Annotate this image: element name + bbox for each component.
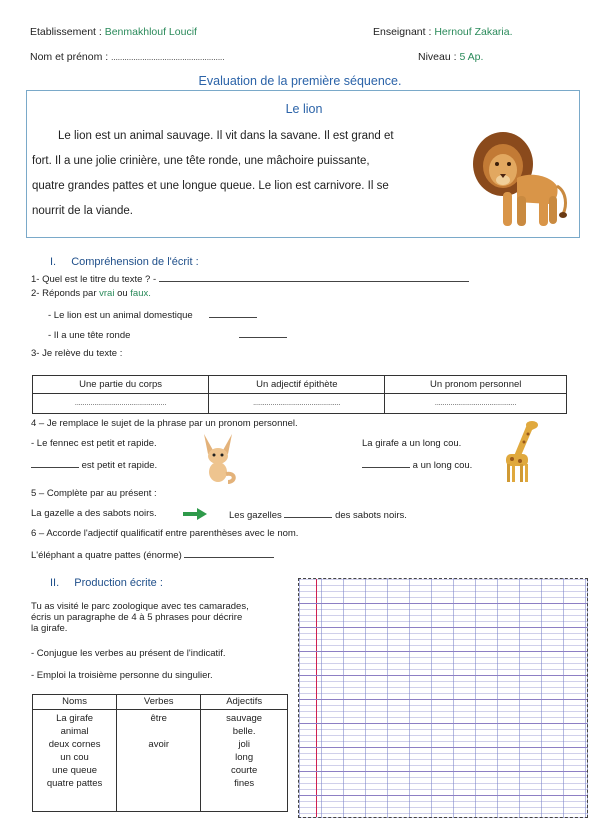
table-header: Une partie du corps — [33, 376, 209, 394]
story-line-4: nourrit de la viande. — [32, 205, 134, 217]
notebook-line — [299, 603, 587, 604]
answer-blank-q4a[interactable] — [31, 458, 79, 468]
find-in-text-table — [32, 375, 567, 414]
section-2-heading: II. Production écrite : — [50, 577, 163, 589]
answer-blank-q5[interactable] — [284, 508, 332, 518]
answer-blank-tf2[interactable] — [239, 328, 287, 338]
level-value: 5 Ap. — [459, 51, 484, 63]
page-title: Evaluation de la première séquence. — [198, 74, 402, 88]
lion-image — [467, 126, 571, 234]
notebook-line — [299, 675, 587, 676]
q4-sentence-1: - Le fennec est petit et rapide. — [31, 438, 157, 449]
q5-answer: Les gazelles des sabots noirs. — [229, 510, 407, 521]
verbs-column: être avoir — [117, 710, 201, 812]
name-line: Nom et prénom : ................................................... — [30, 51, 225, 63]
q4-answer-1: est petit et rapide. — [31, 458, 157, 472]
notebook-line — [299, 651, 587, 652]
table-header: Noms — [33, 695, 117, 710]
story-line-2: fort. Il a une jolie crinière, une tête ronde, une mâchoire puissante, — [32, 155, 370, 167]
table-header: Un adjectif épithète — [209, 376, 385, 394]
true-false-item-1: - Le lion est un animal domestique — [48, 308, 257, 322]
notebook-line — [299, 795, 587, 796]
question-3: 3- Je relève du texte : — [31, 348, 123, 359]
notebook-line — [299, 699, 587, 700]
table-cell-blank[interactable]: ............................................... — [33, 394, 209, 414]
writing-instructions: Tu as visité le parc zoologique avec tes camarades, écris un paragraphe de 4 à 5 phrases pour décrire la girafe. — [31, 601, 249, 634]
notebook-line — [299, 627, 587, 628]
notebook-margin — [316, 579, 317, 817]
question-5: 5 – Complète par au présent : — [31, 488, 157, 499]
nouns-column: La girafe animal deux cornes un cou une queue quatre pattes — [33, 710, 117, 812]
q6-sentence: L'éléphant a quatre pattes (énorme) — [31, 548, 274, 562]
story-line-3: quatre grandes pattes et une longue queue. Le lion est carnivore. Il se — [32, 180, 389, 192]
answer-blank-q1[interactable] — [159, 272, 469, 282]
true-false-item-2: - Il a une tête ronde — [48, 328, 287, 342]
table-header: Un pronom personnel — [385, 376, 567, 394]
table-cell-blank[interactable]: ............................................. — [209, 394, 385, 414]
word-bank-table — [32, 694, 288, 812]
story-line-1: Le lion est un animal sauvage. Il vit dans la savane. Il est grand et — [58, 130, 394, 142]
notebook-line — [299, 771, 587, 772]
table-cell-blank[interactable]: .......................................... — [385, 394, 567, 414]
teacher-name: Hernouf Zakaria. — [434, 26, 513, 38]
level-line: Niveau : 5 Ap. — [418, 51, 484, 63]
school-line: Etablissement : Benmakhlouf Loucif — [30, 26, 197, 38]
notebook-line — [299, 747, 587, 748]
answer-blank-q4b[interactable] — [362, 458, 410, 468]
answer-blank-tf1[interactable] — [209, 308, 257, 318]
writing-area-notebook[interactable] — [298, 578, 588, 818]
q4-answer-2: a un long cou. — [362, 458, 472, 472]
teacher-line: Enseignant : Hernouf Zakaria. — [373, 26, 513, 38]
table-header: Verbes — [117, 695, 201, 710]
notebook-line — [299, 723, 587, 724]
story-box — [26, 90, 580, 238]
section-1-heading: I. Compréhension de l'écrit : — [50, 256, 199, 268]
writing-rule-2: - Emploi la troisième personne du singulier. — [31, 670, 213, 681]
question-4: 4 – Je remplace le sujet de la phrase par un pronom personnel. — [31, 418, 298, 429]
arrow-right-icon — [183, 508, 207, 520]
question-2: 2- Réponds par vrai ou faux. — [31, 288, 151, 299]
adjectives-column: sauvage belle. joli long courte fines — [201, 710, 288, 812]
question-1: 1- Quel est le titre du texte ? - — [31, 272, 469, 286]
question-6: 6 – Accorde l'adjectif qualificatif entre parenthèses avec le nom. — [31, 528, 299, 539]
table-header: Adjectifs — [201, 695, 288, 710]
story-title: Le lion — [285, 102, 323, 116]
writing-rule-1: - Conjugue les verbes au présent de l'indicatif. — [31, 648, 226, 659]
q5-sentence: La gazelle a des sabots noirs. — [31, 508, 157, 519]
name-blank[interactable]: ................................................... — [111, 53, 225, 62]
school-name: Benmakhlouf Loucif — [104, 26, 197, 38]
fennec-image — [198, 432, 238, 484]
giraffe-image — [498, 418, 546, 484]
q4-sentence-2: La girafe a un long cou. — [362, 438, 462, 449]
answer-blank-q6[interactable] — [184, 548, 274, 558]
